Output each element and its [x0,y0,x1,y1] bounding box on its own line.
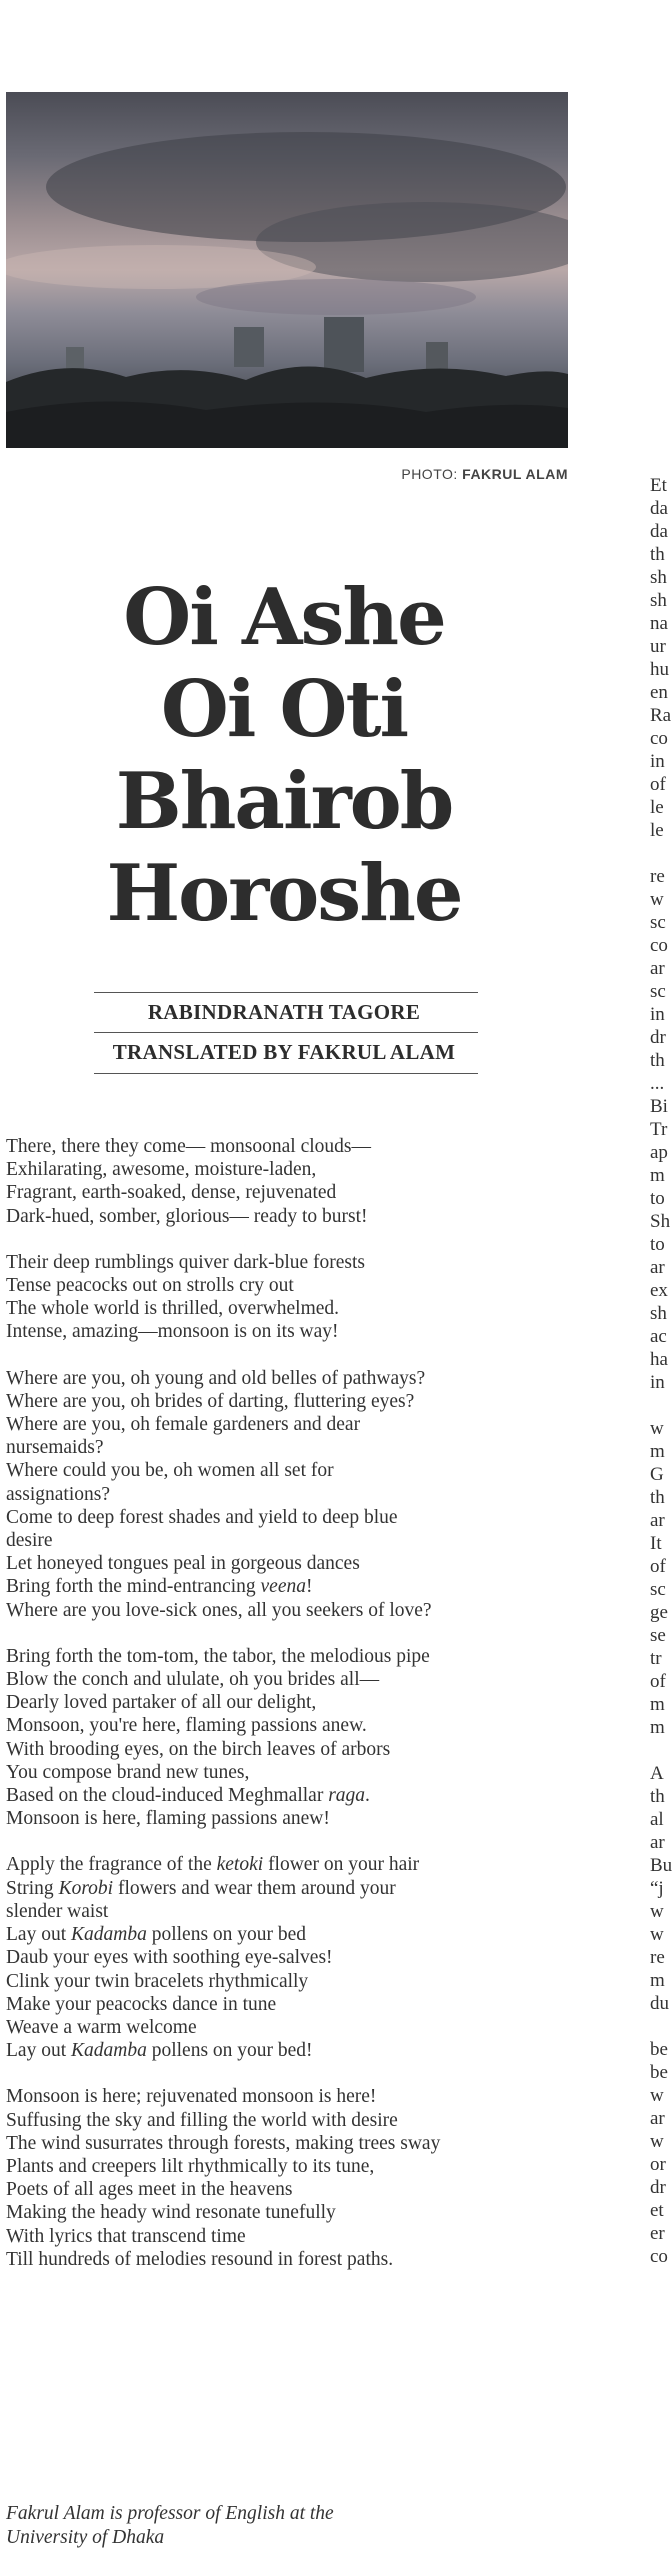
poem-line: Tense peacocks out on strolls cry out [6,1275,294,1297]
adjacent-column-fragment: co [650,2246,668,2267]
adjacent-column-fragment: to [650,1234,665,1255]
poem-line: Dark-hued, somber, glorious— ready to burst! [6,1205,368,1227]
adjacent-column-fragment: w [650,889,664,910]
author-byline: RABINDRANATH TAGORE [147,1000,421,1024]
poem-line: Weave a warm welcome [6,2016,197,2038]
adjacent-column-fragment: be [650,2039,668,2060]
poem-stanza [6,1251,578,1344]
adjacent-column-fragment: er [650,2223,665,2244]
adjacent-column-fragment: m [650,1717,665,1738]
poem-line: Bring forth the mind-entrancing veena! [6,1576,313,1598]
adjacent-column-fragment: re [650,1947,665,1968]
adjacent-column-fragment [650,842,672,865]
adjacent-column-fragment: le [650,820,664,841]
adjacent-column-text [650,474,672,2268]
adjacent-column-fragment: m [650,1694,665,1715]
adjacent-column-fragment: m [650,1970,665,1991]
adjacent-column-fragment: dr [650,2177,666,2198]
translator-note-line: Fakrul Alam is professor of English at the [6,2503,334,2524]
title-line: Oi Ashe [123,572,445,663]
poem-line: Making the heady wind resonate tunefully [6,2202,336,2224]
adjacent-column-fragment: sh [650,1303,667,1324]
poem-body [6,1135,578,2294]
poem-title [0,572,568,940]
poem-line: Monsoon is here; rejuvenated monsoon is here! [6,2086,377,2108]
adjacent-column-fragment: ha [650,1349,668,1370]
poem-line: Where are you love-sick ones, all you seekers of love? [6,1599,432,1621]
adjacent-column-fragment: ar [650,958,665,979]
photo-credit-label: PHOTO: [401,466,458,482]
poem-line: Till hundreds of melodies resound in forest paths. [6,2248,394,2270]
poem-line: Clink your twin bracelets rhythmically [6,1970,309,1992]
poem-stanza [6,1645,578,1831]
byline-divider-top [94,992,478,993]
poem-line: Intense, amazing—monsoon is on its way! [6,1321,339,1343]
adjacent-column-fragment: al [650,1809,664,1830]
adjacent-column-fragment: sc [650,912,666,933]
photo-credit-name: FAKRUL ALAM [462,466,568,482]
poem-line: Come to deep forest shades and yield to deep blue [6,1506,398,1528]
poem-line: Dearly loved partaker of all our delight, [6,1692,317,1714]
city-skyline-graphic [6,92,568,448]
adjacent-column-fragment: dr [650,1027,666,1048]
title-line: Horoshe [106,848,462,939]
poem-line: Their deep rumblings quiver dark-blue forests [6,1251,366,1273]
adjacent-column-fragment: in [650,1372,665,1393]
translator-byline: TRANSLATED BY FAKRUL ALAM [112,1040,456,1064]
adjacent-column-fragment: hu [650,659,669,680]
adjacent-column-fragment: ar [650,1832,665,1853]
adjacent-column-fragment: w [650,2131,664,2152]
adjacent-column-fragment: w [650,1924,664,1945]
adjacent-column-fragment: ge [650,1602,668,1623]
adjacent-column-fragment: G [650,1464,664,1485]
adjacent-column-fragment: It [650,1533,662,1554]
poem-line: Lay out Kadamba pollens on your bed [6,1924,307,1946]
adjacent-column-fragment: co [650,728,668,749]
translator-note-line: University of Dhaka [6,2527,165,2548]
adjacent-column-fragment: na [650,613,668,634]
poem-line: There, there they come— monsoonal clouds— [6,1136,371,1157]
adjacent-column-fragment: ar [650,2108,665,2129]
adjacent-column-fragment: ap [650,1142,668,1163]
poem-stanza [6,1853,578,2062]
poem-line: Where are you, oh female gardeners and dear [6,1414,361,1436]
adjacent-column-fragment: en [650,682,668,703]
adjacent-column-fragment: sh [650,590,667,611]
poem-line: Monsoon is here, flaming passions anew! [6,1808,330,1830]
adjacent-column-fragment: ... [650,1073,665,1094]
adjacent-column-fragment: m [650,1165,665,1186]
poem-line: Blow the conch and ululate, oh you brides all— [6,1669,380,1691]
adjacent-column-fragment: se [650,1625,666,1646]
adjacent-column-fragment: w [650,1418,664,1439]
adjacent-column-fragment: Tr [650,1119,668,1140]
adjacent-column-fragment: ur [650,636,666,657]
translator-note [6,2502,566,2550]
adjacent-column-fragment: ac [650,1326,667,1347]
adjacent-column-fragment: A [650,1763,664,1784]
poem-line: Apply the fragrance of the ketoki flower on your hair [6,1854,420,1876]
adjacent-column-fragment: ex [650,1280,668,1301]
byline-divider-bottom [94,1073,478,1074]
adjacent-column-fragment: le [650,797,664,818]
storm-clouds-photo [6,92,568,448]
adjacent-column-fragment [650,1739,672,1762]
adjacent-column-fragment: re [650,866,665,887]
poem-line: Poets of all ages meet in the heavens [6,2179,293,2201]
adjacent-column-fragment [650,1394,672,1417]
poem-line: Based on the cloud-induced Meghmallar raga. [6,1785,370,1807]
poem-line: Make your peacocks dance in tune [6,1993,277,2015]
adjacent-column-fragment: w [650,1901,664,1922]
adjacent-column-fragment: w [650,2085,664,2106]
adjacent-column-fragment: th [650,544,665,565]
byline-divider-middle [94,1032,478,1033]
poem-line: Plants and creepers lilt rhythmically to its tune, [6,2155,375,2177]
adjacent-column-fragment: tr [650,1648,662,1669]
adjacent-column-fragment: of [650,774,666,795]
poem-line: With brooding eyes, on the birch leaves of arbors [6,1738,391,1760]
photo-credit [401,466,568,482]
poem-line: Exhilarating, awesome, moisture-laden, [6,1159,317,1181]
poem-line: Daub your eyes with soothing eye-salves! [6,1947,333,1969]
adjacent-column-fragment: in [650,1004,665,1025]
poem-line: desire [6,1530,53,1552]
poem-stanza [6,1367,578,1622]
poem-line: assignations? [6,1483,110,1505]
poem-line: Fragrant, earth-soaked, dense, rejuvenated [6,1182,337,1204]
adjacent-column-fragment: to [650,1188,665,1209]
poem-line: Let honeyed tongues peal in gorgeous dances [6,1553,360,1575]
poem-line: With lyrics that transcend time [6,2225,246,2247]
adjacent-column-fragment: th [650,1487,665,1508]
poem-line: Where could you be, oh women all set for [6,1460,334,1482]
poem-line: slender waist [6,1900,109,1922]
poem-line: String Korobi flowers and wear them around your [6,1877,396,1899]
adjacent-column-fragment: th [650,1050,665,1071]
poem-stanza [6,2085,578,2271]
poem-line: The whole world is thrilled, overwhelmed. [6,1298,340,1320]
poem-line: Where are you, oh young and old belles of pathways? [6,1367,426,1389]
adjacent-column-fragment: of [650,1556,666,1577]
adjacent-column-fragment: Ra [650,705,672,726]
adjacent-column-fragment: ar [650,1510,665,1531]
adjacent-column-fragment: da [650,498,668,519]
adjacent-column-fragment: et [650,2200,664,2221]
adjacent-column-fragment: Et [650,475,667,496]
title-line: Bhairob [115,756,453,847]
adjacent-column-fragment: th [650,1786,665,1807]
adjacent-column-fragment: of [650,1671,666,1692]
adjacent-column-fragment: Bu [650,1855,672,1876]
adjacent-column-fragment: sc [650,1579,666,1600]
adjacent-column-fragment: sc [650,981,666,1002]
adjacent-column-fragment: or [650,2154,666,2175]
adjacent-column-fragment: be [650,2062,668,2083]
adjacent-column-fragment: da [650,521,668,542]
poem-line: Where are you, oh brides of darting, fluttering eyes? [6,1390,415,1412]
adjacent-column-fragment: co [650,935,668,956]
poem-line: Suffusing the sky and filling the world with desire [6,2109,398,2131]
poem-stanza [6,1135,578,1228]
adjacent-column-fragment: Bi [650,1096,668,1117]
adjacent-column-fragment: “j [650,1878,664,1899]
poem-line: The wind susurrates through forests, making trees sway [6,2132,441,2154]
adjacent-column-fragment: ar [650,1257,665,1278]
adjacent-column-fragment: du [650,1993,669,2014]
poem-line: nursemaids? [6,1437,104,1459]
poem-line: Monsoon, you're here, flaming passions anew. [6,1715,367,1737]
poem-line: Lay out Kadamba pollens on your bed! [6,2040,313,2062]
adjacent-column-fragment [650,2015,672,2038]
adjacent-column-fragment: m [650,1441,665,1462]
poem-line: Bring forth the tom-tom, the tabor, the melodious pipe [6,1645,430,1667]
adjacent-column-fragment: sh [650,567,667,588]
poem-line: You compose brand new tunes, [6,1761,250,1783]
adjacent-column-fragment: Sh [650,1211,671,1232]
adjacent-column-fragment: in [650,751,665,772]
title-line: Oi Oti [160,664,408,755]
